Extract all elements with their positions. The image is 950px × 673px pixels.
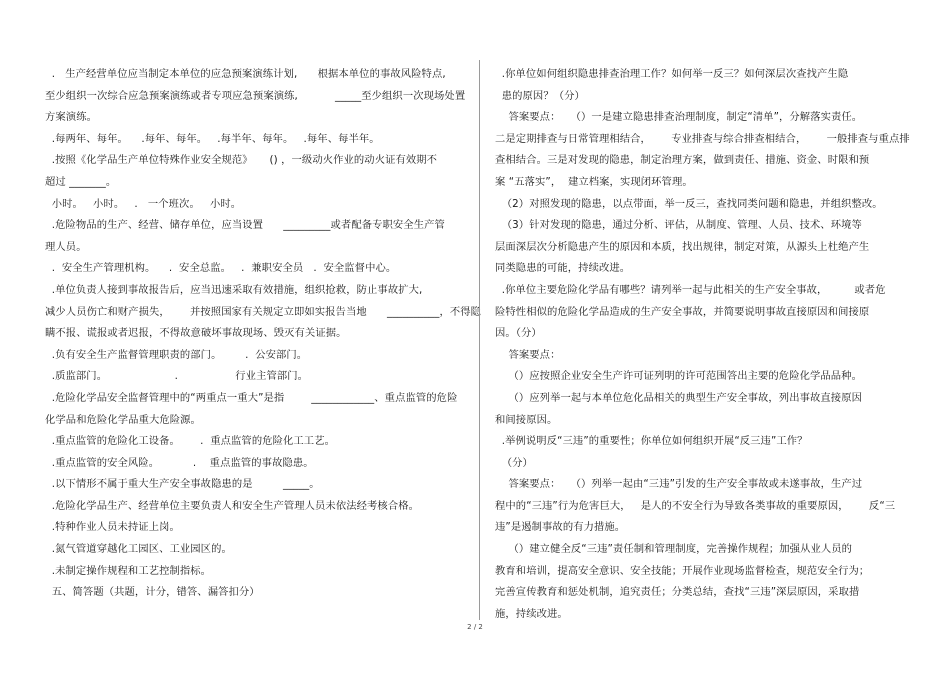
text-line: .你单位如何组织隐患排查治理工作？如何举一反三？如何深层次查找产生隐 — [495, 68, 849, 80]
text-line: . 生产经营单位应当制定本单位的应急预案演练计划, 根据本单位的事故风险特点, — [45, 68, 446, 80]
text-line: .你单位主要危险化学品有哪些？请列举一起与此相关的生产安全事故， 或者危 — [495, 283, 886, 296]
text-line: 完善宣传教育和惩处机制，追究责任；分类总结，查找“三违”深层原因，采取措 — [495, 586, 860, 599]
text-line: 答案要点： （）一是建立隐患排查治理制度，制定“清单”，分解落实责任。 — [495, 111, 863, 124]
text-line: .氮气管道穿越化工园区、工业园区的。 — [45, 543, 232, 556]
text-line: .危险化学品生产、经营单位主要负责人和安全生产管理人员未依法经考核合格。 — [45, 499, 420, 512]
text-line: 答案要点： — [495, 348, 561, 361]
text-line: .危险物品的生产、经营、储存单位，应当设置 _________或者配备专职安全生产管 — [45, 219, 445, 232]
text-line: 瞒不报、谎报或者迟报，不得故意破坏事故现场、毁灭有关证据。 — [45, 327, 347, 340]
text-line: （分） — [495, 456, 533, 469]
text-line: 违”是遏制事故的有力措施。 — [495, 521, 626, 534]
text-line: .质监部门。 . 行业主管部门。 — [45, 370, 309, 383]
left-column — [45, 64, 482, 604]
text-line: 教育和培训，提高安全意识、安全技能；开展作业现场监督检查，规范安全行为； — [495, 564, 870, 577]
right-column — [495, 64, 910, 625]
text-line: .以下情形不属于重大生产安全事故隐患的是 _____。 — [45, 478, 320, 491]
column-divider — [479, 60, 480, 620]
text-line: .负有安全生产监督管理职责的部门。 . 公安部门。 — [45, 348, 308, 361]
text-line: .重点监管的危险化工设备。 . 重点监管的危险化工工艺。 — [45, 435, 336, 448]
text-line: 超过 _______。 — [45, 175, 117, 188]
text-line: .特种作业人员未持证上岗。 — [45, 521, 180, 534]
text-line: 至少组织一次综合应急预案演练或者专项应急预案演练, _____至少组织一次现场处置 — [45, 89, 466, 102]
text-line: 二是定期排查与日常管理相结合， 专业排查与综合排查相结合， 一般排查与重点排 — [495, 132, 910, 145]
text-line: .单位负责人接到事故报告后，应当迅速采取有效措施，组织抢救，防止事故扩大, — [45, 283, 423, 296]
text-line: .未制定操作规程和工艺控制指标。 — [45, 564, 212, 577]
text-line: 和间接原因。 — [495, 413, 558, 426]
text-line: （）建立健全反“三违”责任制和管理制度，完善操作规程；加强从业人员的 — [495, 543, 853, 556]
text-line: 理人员。 — [45, 240, 87, 253]
text-line: 小时。 小时。 . 一个班次。 小时。 — [45, 197, 242, 210]
text-line: 方案演练。 — [45, 111, 97, 124]
text-line: （2）对照发现的隐患，以点带面，举一反三，查找同类问题和隐患，并组织整改。 — [495, 197, 883, 210]
text-line: . 安全生产管理机构。 . 安全总监。 . 兼职安全员 . 安全监督中心。 — [45, 262, 397, 275]
text-line: .每两年、每年。 .每年、每年。 .每半年、每年。 .每年、每半年。 — [45, 132, 380, 145]
text-line: 险特性相似的危险化学品造成的生产安全事故，并简要说明事故直接原因和间接原 — [495, 305, 870, 318]
text-line: 同类隐患的可能，持续改进。 — [495, 262, 631, 275]
text-line: 答案要点： （）列举一起由“三违”引发的生产安全事故或未遂事故，生产过 — [495, 478, 863, 491]
text-line: 因。（分） — [495, 327, 542, 340]
text-line: 患的原因？（分） — [495, 89, 585, 102]
text-line: （）应按照企业安全生产许可证列明的许可范围答出主要的危险化学品品种。 — [495, 370, 862, 383]
text-line: 层面深层次分析隐患产生的原因和本质，找出规律，制定对策，从源头上杜绝产生 — [495, 240, 870, 253]
page-number: 2 / 2 — [467, 623, 483, 631]
text-line: .按照《化学品生产单位特殊作业安全规范》 () ，一级动火作业的动火证有效期不 — [45, 154, 438, 167]
text-line: .危险化学品安全监督管理中的“两重点一重大”是指 ____________、重点监管的危险 — [45, 391, 458, 404]
text-line: 查相结合。三是对发现的隐患，制定治理方案，做到责任、措施、资金、时限和预 — [495, 154, 870, 167]
text-line: （3）针对发现的隐患，通过分析、评估，从制度、管理、人员、技术、环境等 — [495, 219, 862, 232]
text-line: 化学品和危险化学品重大危险源。 — [45, 413, 201, 426]
text-line: 减少人员伤亡和财产损失， 并按照国家有关规定立即如实报告当地 __________，不得隐 — [45, 305, 482, 318]
text-line: 案 “五落实”， 建立档案，实现闭环管理。 — [495, 175, 693, 188]
text-line: 施，持续改进。 — [495, 607, 568, 620]
text-line: .重点监管的安全风险。 . 重点监管的事故隐患。 — [45, 456, 314, 469]
text-line: 程中的“三违”行为危害巨大， 是人的不安全行为导致各类事故的重要原因， 反“三 — [495, 499, 896, 512]
text-line: .举例说明反“三违”的重要性；你单位如何组织开展“反三违”工作？ — [495, 435, 808, 448]
text-line: 五、简答题（共题，计分，错答、漏答扣分） — [45, 586, 260, 599]
text-line: （）应列举一起与本单位危化品相关的典型生产安全事故，列出事故直接原因 — [495, 391, 862, 404]
